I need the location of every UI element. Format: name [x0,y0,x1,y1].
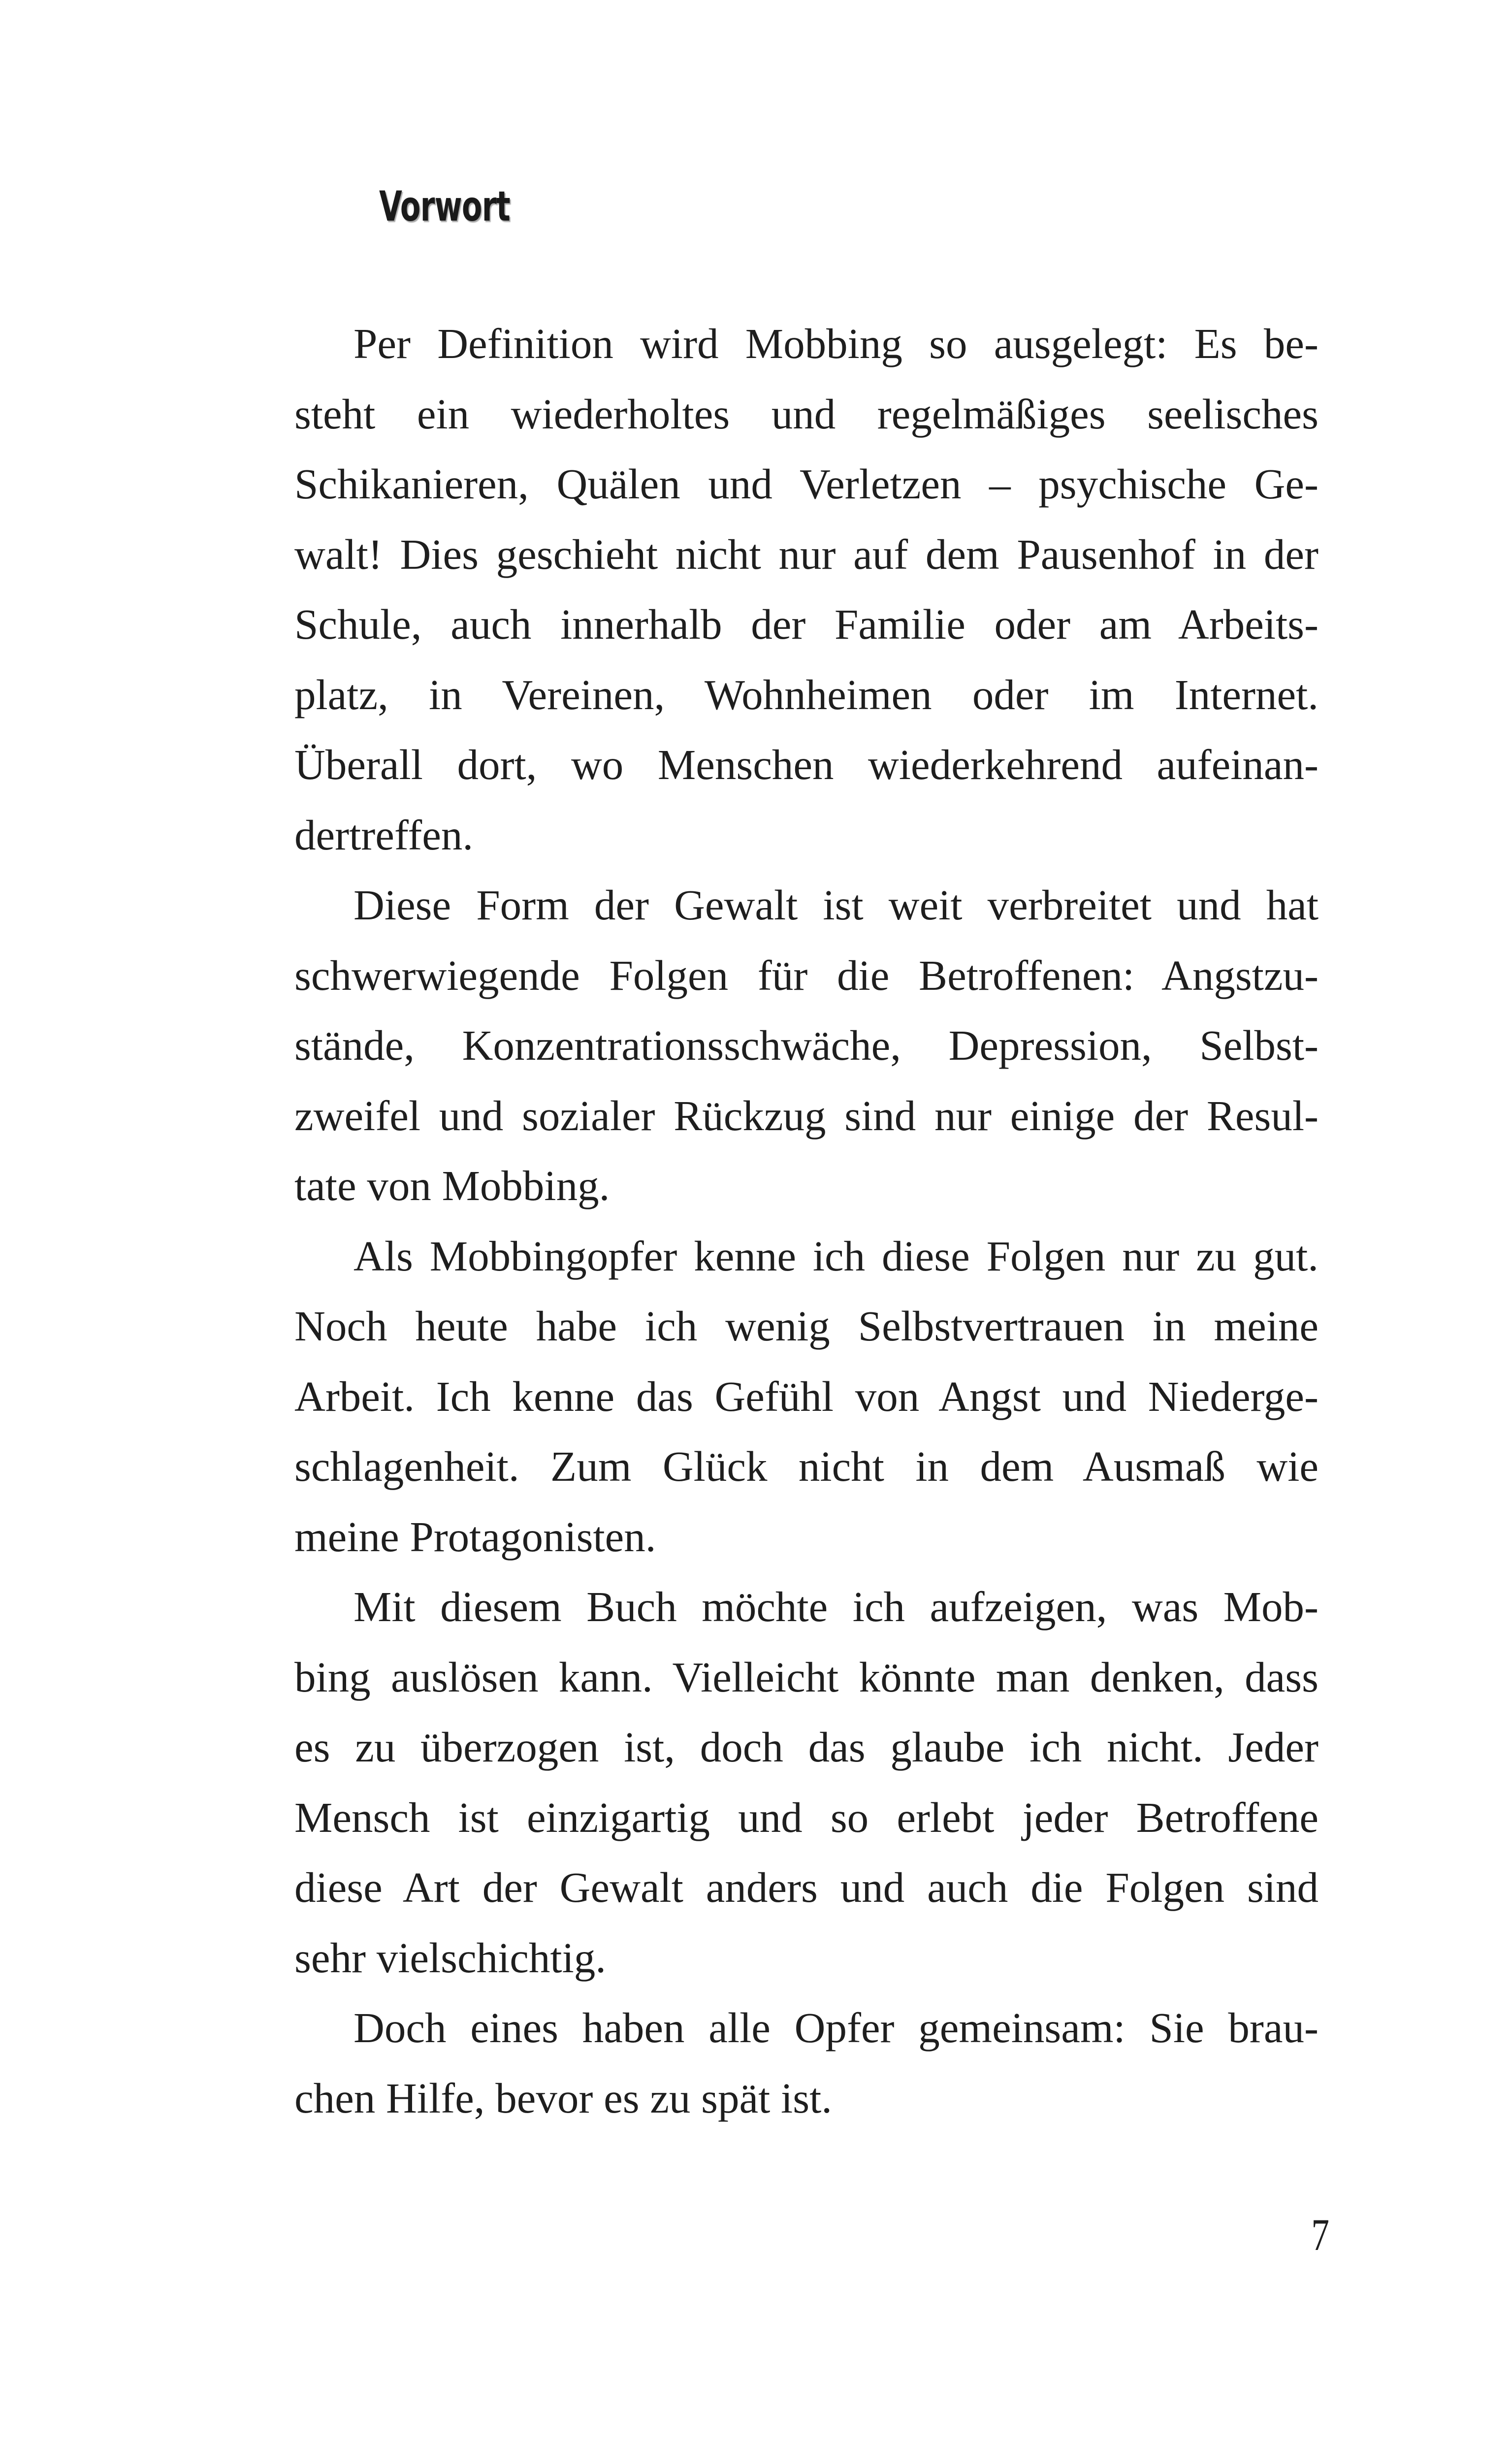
text-line: steht ein wiederholtes und regelmäßiges seelisches [294,390,1319,438]
paragraph [294,1993,1319,2133]
text-line: tate von Mobbing. [294,1162,610,1209]
body-text [294,309,1319,2133]
text-line: Überall dort, wo Menschen wiederkehrend aufeinan- [294,741,1319,788]
text-line: Diese Form der Gewalt ist weit verbreitet und hat [354,881,1319,929]
text-line: walt! Dies geschieht nicht nur auf dem Pausenhof in der [294,530,1319,578]
text-line: stände, Konzentrationsschwäche, Depression, Selbst- [294,1021,1319,1069]
paragraph [294,1221,1319,1572]
text-line: dertreffen. [294,811,474,859]
text-line: Per Definition wird Mobbing so ausgelegt: Es be- [354,320,1319,367]
text-line: Als Mobbingopfer kenne ich diese Folgen nur zu gut. [354,1232,1319,1280]
text-line: platz, in Vereinen, Wohnheimen oder im Internet. [294,670,1319,718]
paragraph [294,870,1319,1221]
text-line: Doch eines haben alle Opfer gemeinsam: Sie brau- [354,2004,1319,2052]
text-line: Schikanieren, Quälen und Verletzen – psychische Ge- [294,460,1319,508]
text-line: es zu überzogen ist, doch das glaube ich nicht. Jeder [294,1723,1319,1771]
text-line: diese Art der Gewalt anders und auch die Folgen sind [294,1863,1319,1911]
text-line: bing auslösen kann. Vielleicht könnte man denken, dass [294,1653,1319,1701]
text-line: zweifel und sozialer Rückzug sind nur einige der Resul- [294,1091,1319,1140]
text-line: Mensch ist einzigartig und so erlebt jeder Betroffene [294,1793,1319,1841]
chapter-heading: Vorwort [379,182,511,230]
text-line: Mit diesem Buch möchte ich aufzeigen, was Mob- [354,1583,1319,1630]
text-line: schlagenheit. Zum Glück nicht in dem Ausmaß wie [294,1442,1319,1490]
text-line: Schule, auch innerhalb der Familie oder am Arbeits- [294,600,1319,648]
text-line: meine Protagonisten. [294,1512,656,1561]
text-line: Noch heute habe ich wenig Selbstvertrauen in meine [294,1302,1319,1350]
page-number: 7 [1311,2210,1329,2260]
text-line: chen Hilfe, bevor es zu spät ist. [294,2074,833,2122]
paragraph [294,309,1319,870]
text-line: sehr vielschichtig. [294,1933,607,1982]
text-line: schwerwiegende Folgen für die Betroffenen: Angstzu- [294,951,1319,999]
paragraph [294,1572,1319,1993]
text-line: Arbeit. Ich kenne das Gefühl von Angst und Niederge- [294,1372,1319,1420]
